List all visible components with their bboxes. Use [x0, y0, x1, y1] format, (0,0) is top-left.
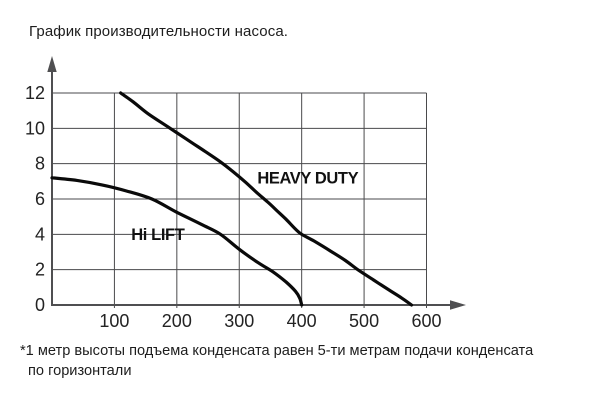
- footnote: [20, 341, 580, 382]
- y-tick-label: 4: [34, 224, 45, 245]
- series-label-heavy-duty: HEAVY DUTY: [257, 169, 359, 188]
- y-tick-label: 0: [34, 295, 45, 315]
- footnote-line1: *1 метр высоты подъема конденсата равен 5-ти метрам подачи конденсата: [20, 343, 534, 359]
- x-tick-label: 600: [411, 311, 442, 331]
- y-tick-label: 10: [24, 118, 45, 139]
- x-tick-label: 500: [349, 311, 380, 331]
- y-tick-label: 12: [24, 83, 45, 103]
- x-tick-label: 400: [286, 311, 317, 331]
- x-tick-label: 300: [224, 311, 255, 331]
- y-tick-label: 6: [34, 189, 45, 209]
- series-label-hi-lift: Hi LIFT: [131, 225, 185, 244]
- x-tick-label: 200: [161, 311, 192, 331]
- footnote-line2: по горизонтали: [28, 363, 132, 380]
- y-tick-label: 2: [34, 259, 45, 280]
- y-tick-label: 8: [34, 153, 45, 174]
- chart-title: График производительности насоса.: [29, 23, 289, 40]
- x-tick-label: 100: [99, 311, 130, 331]
- y-axis-arrow: [47, 56, 56, 72]
- x-axis-arrow: [450, 300, 466, 309]
